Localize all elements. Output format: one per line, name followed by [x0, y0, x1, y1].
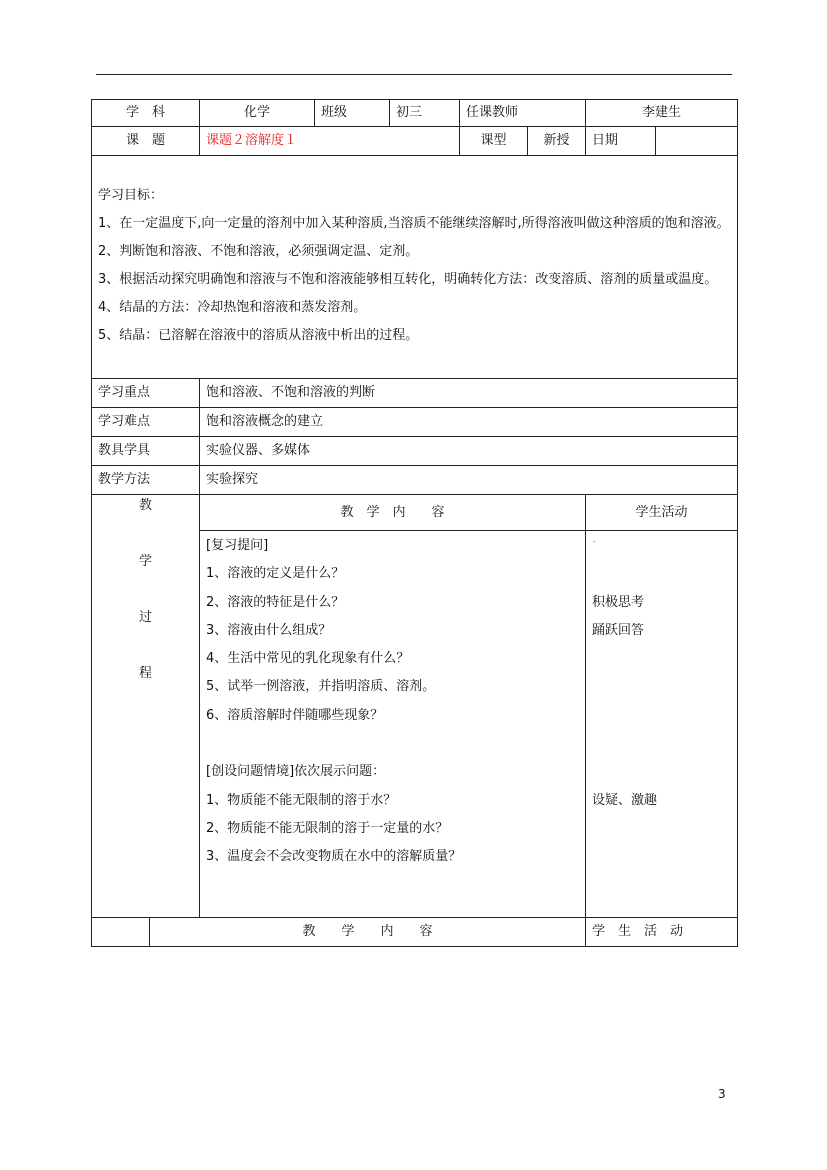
header-rule	[96, 74, 732, 75]
topic-value: 课题２溶解度１	[200, 127, 460, 156]
content-line: 6、溶质溶解时伴随哪些现象？	[206, 707, 384, 723]
content-line: 4、生活中常见的乳化现象有什么？	[206, 651, 410, 667]
activity-line: 设疑、激趣	[592, 792, 658, 808]
process-char: 学	[139, 554, 153, 569]
objective-item: 1、在一定温度下,向一定量的溶剂中加入某种溶质,当溶质不能继续溶解时,所得溶液叫做这种溶质的饱和溶液。	[98, 216, 730, 231]
teacher-label: 任课教师	[460, 100, 586, 127]
type-label: 课型	[460, 127, 528, 156]
teaching-content	[200, 531, 586, 918]
activity-line	[592, 645, 731, 673]
date-label: 日期	[586, 127, 656, 156]
class-value: 初三	[390, 100, 460, 127]
process-side-label	[92, 495, 200, 918]
activity-line	[592, 758, 731, 786]
difficulty-label: 学习难点	[92, 408, 200, 437]
key-point-label: 学习重点	[92, 379, 200, 408]
method-value: 实验探究	[200, 466, 738, 495]
activity-line: 积极思考	[592, 594, 645, 610]
activity-line	[592, 730, 731, 758]
content-line: [复习提问]	[206, 538, 269, 553]
tools-value: 实验仪器、多媒体	[200, 437, 738, 466]
subject-label: 学 科	[92, 100, 200, 127]
activity-line	[592, 673, 731, 701]
student-activities	[586, 531, 738, 918]
subject-value: 化学	[200, 100, 315, 127]
activity-header: 学生活动	[586, 495, 738, 531]
topic-label: 课 题	[92, 127, 200, 156]
objectives-cell	[92, 156, 738, 379]
process-char: 过	[139, 610, 153, 625]
content-line: 1、溶液的定义是什么？	[206, 566, 345, 582]
content-line: [创设问题情境]依次展示问题：	[206, 764, 386, 780]
objective-item: 2、判断饱和溶液、不饱和溶液，必须强调定温、定剂。	[98, 244, 419, 259]
content-header: 教 学 内 容	[200, 495, 586, 531]
activity-line	[592, 560, 731, 588]
difficulty-value: 饱和溶液概念的建立	[200, 408, 738, 437]
tools-label: 教具学具	[92, 437, 200, 466]
process-char: 程	[139, 666, 153, 681]
content-line: 3、溶液由什么组成？	[206, 622, 332, 638]
teacher-value: 李建生	[586, 100, 738, 127]
activity-line	[592, 702, 731, 730]
date-value	[656, 127, 738, 156]
content-line: 2、溶液的特征是什么？	[206, 594, 345, 610]
process-char: 教	[139, 498, 153, 513]
objective-item: 5、结晶：已溶解在溶液中的溶质从溶液中析出的过程。	[98, 328, 419, 343]
objective-item: 4、结晶的方法：冷却热饱和溶液和蒸发溶剂。	[98, 300, 367, 315]
content-line: 2、物质能不能无限制的溶于一定量的水？	[206, 820, 449, 836]
method-label: 教学方法	[92, 466, 200, 495]
footer-blank-cell	[92, 918, 150, 947]
objective-item: 3、根据活动探究明确饱和溶液与不饱和溶液能够相互转化，明确转化方法：改变溶质、溶剂的质量或温度。	[98, 272, 718, 287]
page-number: 3	[718, 1087, 726, 1101]
class-label: 班级	[315, 100, 390, 127]
activity-line: ˉ	[592, 541, 597, 551]
footer-activity-header: 学 生 活 动	[586, 918, 738, 947]
content-line	[206, 730, 579, 758]
content-line: 1、物质能不能无限制的溶于水？	[206, 792, 397, 808]
content-line: 5、试举一例溶液，并指明溶质、溶剂。	[206, 679, 436, 695]
activity-line: 踊跃回答	[592, 622, 645, 638]
key-point-value: 饱和溶液、不饱和溶液的判断	[200, 379, 738, 408]
content-line: 3、温度会不会改变物质在水中的溶解质量？	[206, 849, 462, 865]
type-value: 新授	[528, 127, 586, 156]
lesson-plan-table	[91, 99, 738, 947]
objectives-title: 学习目标：	[98, 188, 164, 203]
footer-content-header: 教 学 内 容	[150, 918, 586, 947]
